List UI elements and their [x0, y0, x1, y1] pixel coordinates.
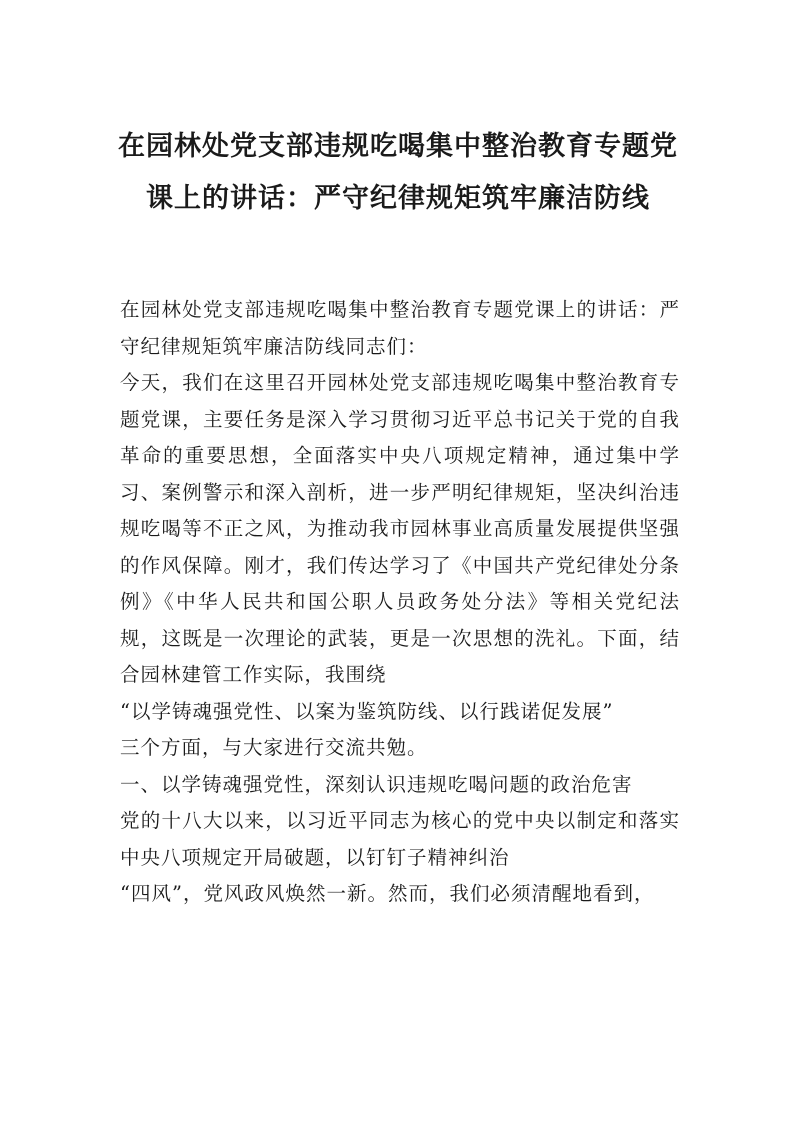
section-heading-1: 一、以学铸魂强党性，深刻认识违规吃喝问题的政治危害	[120, 772, 633, 796]
section-1-paragraph: 党的十八大以来，以习近平同志为核心的党中央以制定和落实中央八项规定开局破题，以钉钉子精神纠治	[120, 809, 680, 869]
introduction-paragraph: 今天，我们在这里召开园林处党支部违规吃喝集中整治教育专题党课，主要任务是深入学习贯彻习近平总书记关于党的自我革命的重要思想，全面落实中央八项规定精神，通过集中学习、案例警示和深入剖析，进一步严明纪律规矩，坚决纠治违规吃喝等不正之风，为推动我市园林事业高质量发展提供坚强的作风保障。刚才，我们传达学习了《中国共产党纪律处分条例》《中华人民共和国公职人员政务处分法》等相关党纪法规，这既是一次理论的武装，更是一次思想的洗礼。下面，结合园林建管工作实际，我围绕	[120, 371, 680, 686]
opening-paragraph: 在园林处党支部违规吃喝集中整治教育专题党课上的讲话：严守纪律规矩筑牢廉洁防线同志们：	[120, 298, 680, 358]
section-1-continuation: “四风”，党风政风焕然一新。然而，我们必须清醒地看到，	[120, 882, 655, 905]
theme-conclusion: 三个方面，与大家进行交流共勉。	[120, 736, 428, 759]
theme-quote: “以学铸魂强党性、以案为鉴筑防线、以行践诺促发展”	[120, 699, 614, 723]
document-title: 在园林处党支部违规吃喝集中整治教育专题党课上的讲话：严守纪律规矩筑牢廉洁防线	[118, 131, 678, 214]
document-body	[120, 292, 680, 913]
